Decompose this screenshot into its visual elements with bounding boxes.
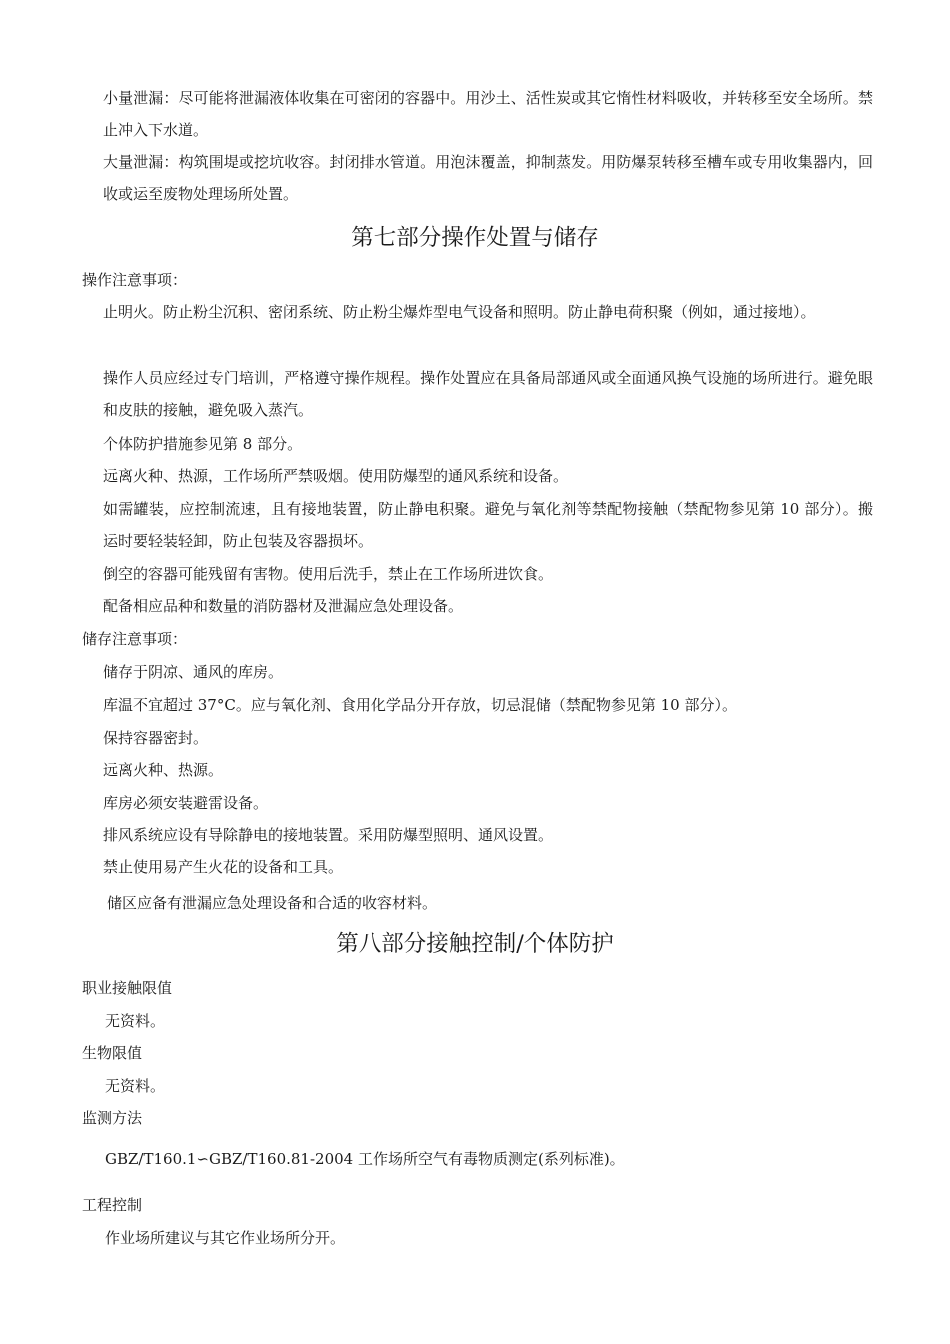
operation-item: 远离火种、热源，工作场所严禁吸烟。使用防爆型的通风系统和设备。 [103,467,569,485]
section-7-title: 第七部分操作处置与储存 [351,225,599,251]
section-8-title: 第八部分接触控制/个体防护 [336,931,614,957]
operation-item: 操作人员应经过专门培训，严格遵守操作规程。操作处置应在具备局部通风或全面通风换气设施的场所进行。避免眼和皮肤的接触，避免吸入蒸汽。 [103,369,873,419]
small-leak-paragraph: 小量泄漏：尽可能将泄漏液体收集在可密闭的容器中。用沙土、活性炭或其它惰性材料吸收，并转移至安全场所。禁止冲入下水道。 [103,89,873,139]
storage-item: 禁止使用易产生火花的设备和工具。 [103,858,344,876]
storage-item: 储存于阴凉、通风的库房。 [103,663,284,681]
engineering-control-heading: 工程控制 [82,1196,143,1214]
storage-last-item: 储区应备有泄漏应急处理设备和合适的收容材料。 [107,894,438,912]
occupational-limit-value: 无资料。 [105,1012,166,1030]
operation-item: 倒空的容器可能残留有害物。使用后洗手，禁止在工作场所进饮食。 [103,565,554,583]
biological-limit-heading: 生物限值 [82,1044,143,1062]
storage-item: 保持容器密封。 [103,729,209,747]
storage-heading: 储存注意事项： [82,630,188,648]
storage-item: 库房必须安装避雷设备。 [103,794,269,812]
operation-item: 如需罐装，应控制流速，且有接地装置，防止静电积聚。避免与氧化剂等禁配物接触（禁配物参见第 10 部分）。搬运时要轻装轻卸，防止包装及容器损坏。 [103,500,873,550]
operation-item: 止明火。防止粉尘沉积、密闭系统、防止粉尘爆炸型电气设备和照明。防止静电荷积聚（例如，通过接地）。 [103,303,816,321]
storage-item: 库温不宜超过 37°C。应与氧化剂、食用化学品分开存放，切忌混储（禁配物参见第 10 部分）。 [103,696,737,714]
storage-item: 排风系统应设有导除静电的接地装置。采用防爆型照明、通风设置。 [103,826,554,844]
biological-limit-value: 无资料。 [105,1077,166,1095]
operation-item: 个体防护措施参见第 8 部分。 [103,435,303,453]
operation-item: 配备相应品种和数量的消防器材及泄漏应急处理设备。 [103,597,464,615]
monitoring-method-heading: 监测方法 [82,1109,143,1127]
operation-heading: 操作注意事项： [82,271,188,289]
monitoring-method-value: GBZ/T160.1∽GBZ/T160.81-2004 工作场所空气有毒物质测定(系列标准)。 [105,1150,625,1168]
occupational-limit-heading: 职业接触限值 [82,979,173,997]
storage-item: 远离火种、热源。 [103,761,224,779]
engineering-control-value: 作业场所建议与其它作业场所分开。 [105,1229,346,1247]
large-leak-paragraph: 大量泄漏：构筑围堤或挖坑收容。封闭排水管道。用泡沫覆盖，抑制蒸发。用防爆泵转移至槽车或专用收集器内，回收或运至废物处理场所处置。 [103,153,873,203]
